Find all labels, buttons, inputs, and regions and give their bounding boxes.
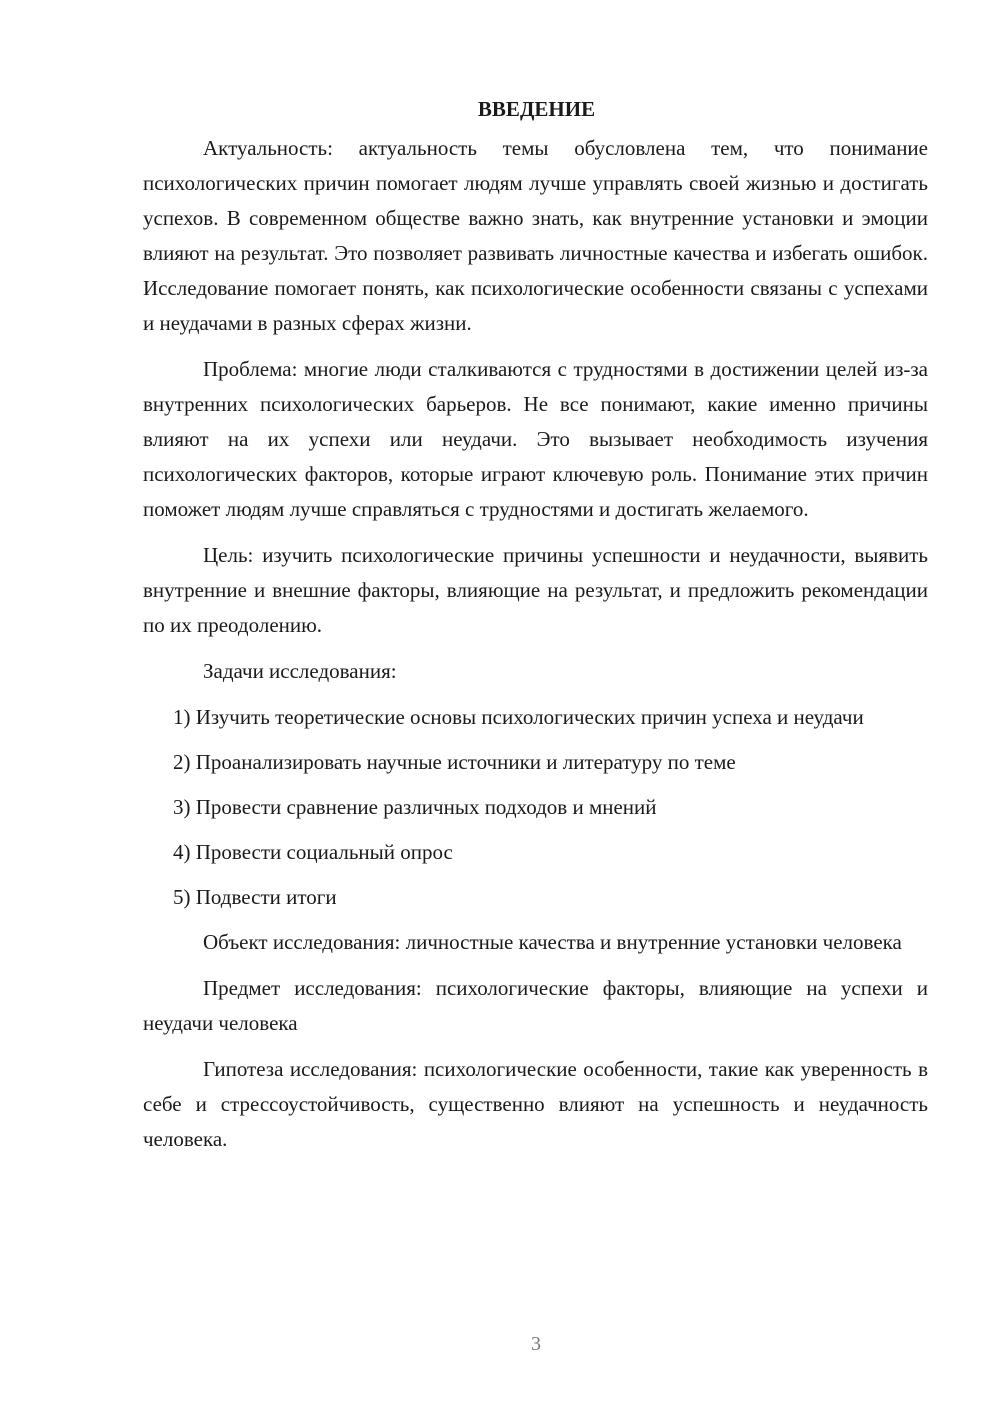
subject-paragraph: Предмет исследования: психологические факторы, влияющие на успехи и неудачи человека	[143, 976, 928, 1035]
section-title: ВВЕДЕНИЕ	[477, 97, 596, 121]
document-page	[143, 92, 928, 1168]
relevance-paragraph: Актуальность: актуальность темы обусловлена тем, что понимание психологических причин помогает людям лучше управлять своей жизнью и достигать успехов. В современном обществе важно знать, как внутренние установки и эмоции влияют на результат. Это позволяет развивать личностные качества и избегать ошибок. Исследование помогает понять, как психологические особенности связаны с успехами и неудачами в разных сферах жизни.	[143, 136, 928, 335]
task-item: 1) Изучить теоретические основы психологических причин успеха и неудачи	[173, 705, 864, 729]
tasks-heading: Задачи исследования:	[203, 659, 397, 683]
task-item: 2) Проанализировать научные источники и литературу по теме	[173, 750, 736, 774]
tasks-list	[143, 700, 928, 915]
problem-paragraph: Проблема: многие люди сталкиваются с трудностями в достижении целей из-за внутренних психологических барьеров. Не все понимают, какие именно причины влияют на их успехи или неудачи. Это вызывает необходимость изучения психологических факторов, которые играют ключевую роль. Понимание этих причин поможет людям лучше справляться с трудностями и достигать желаемого.	[143, 357, 928, 521]
task-item: 5) Подвести итоги	[173, 885, 337, 909]
page-number: 3	[531, 1333, 541, 1355]
object-paragraph: Объект исследования: личностные качества и внутренние установки человека	[203, 930, 902, 954]
task-item: 3) Провести сравнение различных подходов и мнений	[173, 795, 657, 819]
hypothesis-paragraph: Гипотеза исследования: психологические особенности, такие как уверенность в себе и стрессоустойчивость, существенно влияют на успешность и неудачность человека.	[143, 1057, 928, 1151]
goal-paragraph: Цель: изучить психологические причины успешности и неудачности, выявить внутренние и внешние факторы, влияющие на результат, и предложить рекомендации по их преодолению.	[143, 543, 928, 637]
task-item: 4) Провести социальный опрос	[173, 840, 453, 864]
